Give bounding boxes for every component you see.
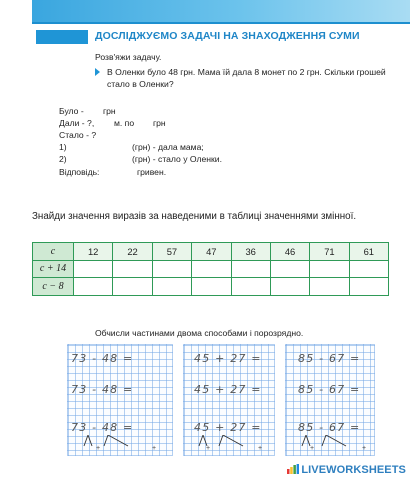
grid-column-2 xyxy=(183,344,275,456)
solution-given-unit: грн xyxy=(153,118,166,128)
table-row-c-minus-8 xyxy=(33,278,389,296)
expression-1b: 73 - 48 = xyxy=(71,383,134,396)
solution-became-label: Стало - ? xyxy=(59,130,97,140)
expression-3c: 85 - 67 = xyxy=(298,421,361,434)
plus-sign: + xyxy=(362,445,367,452)
answer-cell[interactable] xyxy=(74,260,113,278)
plus-sign: + xyxy=(96,445,101,452)
liveworksheets-logo xyxy=(287,464,406,476)
top-banner xyxy=(32,0,410,22)
c-value-cell: 47 xyxy=(192,243,231,261)
answer-cell[interactable] xyxy=(192,260,231,278)
task1-instruction: Розв'яжи задачу. xyxy=(95,52,162,62)
answer-cell[interactable] xyxy=(231,260,270,278)
answer-cell[interactable] xyxy=(192,278,231,296)
digit-split-lines xyxy=(82,435,142,453)
task2-text: Знайди значення виразів за наведеними в таблиці значеннями змінної. xyxy=(32,211,357,222)
grid-column-1 xyxy=(67,344,173,456)
solution-was-label: Було - xyxy=(59,106,84,116)
solution-step1-number: 1) xyxy=(59,142,67,152)
c-value-cell: 22 xyxy=(113,243,152,261)
answer-cell[interactable] xyxy=(113,278,152,296)
plus-sign: + xyxy=(310,445,315,452)
task3-text: Обчисли частинами двома способами і порозрядно. xyxy=(95,328,304,338)
table-row-c-plus-14 xyxy=(33,260,389,278)
row-header-c-plus-14: c + 14 xyxy=(33,260,74,278)
row-header-c: c xyxy=(33,243,74,261)
c-value-cell: 61 xyxy=(349,243,388,261)
title-tab-decoration xyxy=(36,30,88,44)
expression-2a: 45 + 27 = xyxy=(194,352,262,365)
c-value-cell: 36 xyxy=(231,243,270,261)
expression-3b: 85 - 67 = xyxy=(298,383,361,396)
solution-given-coins: м. по xyxy=(114,118,135,128)
solution-step2-text: (грн) - стало у Оленки. xyxy=(132,154,222,164)
triangle-bullet-icon xyxy=(95,68,100,76)
answer-cell[interactable] xyxy=(152,260,191,278)
page-title: ДОСЛІДЖУЄМО ЗАДАЧІ НА ЗНАХОДЖЕННЯ СУМИ xyxy=(95,30,360,42)
expression-2b: 45 + 27 = xyxy=(194,383,262,396)
solution-step2-number: 2) xyxy=(59,154,67,164)
c-value-cell: 12 xyxy=(74,243,113,261)
solution-answer-unit: гривен. xyxy=(137,167,167,177)
solution-step1-text: (грн) - дала мама; xyxy=(132,142,204,152)
table-row-c xyxy=(33,243,389,261)
digit-split-lines xyxy=(300,435,360,453)
answer-cell[interactable] xyxy=(74,278,113,296)
expression-1a: 73 - 48 = xyxy=(71,352,134,365)
c-value-cell: 57 xyxy=(152,243,191,261)
brand-text: LIVEWORKSHEETS xyxy=(301,464,406,476)
c-value-cell: 46 xyxy=(270,243,309,261)
answer-cell[interactable] xyxy=(310,278,349,296)
answer-cell[interactable] xyxy=(113,260,152,278)
plus-sign: + xyxy=(258,445,263,452)
expression-3a: 85 - 67 = xyxy=(298,352,361,365)
task1-statement xyxy=(95,66,400,90)
c-value-cell: 71 xyxy=(310,243,349,261)
expression-2c: 45 + 27 = xyxy=(194,421,262,434)
answer-cell[interactable] xyxy=(349,278,388,296)
solution-given-label: Дали - ?, xyxy=(59,118,95,128)
plus-sign: + xyxy=(206,445,211,452)
liveworksheets-logo-icon xyxy=(287,464,299,474)
answer-cell[interactable] xyxy=(270,278,309,296)
values-table xyxy=(32,242,389,296)
expression-1c: 73 - 48 = xyxy=(71,421,134,434)
answer-cell[interactable] xyxy=(152,278,191,296)
solution-answer-label: Відповідь: xyxy=(59,167,100,177)
solution-was-unit: грн xyxy=(103,106,116,116)
task1-text: В Оленки було 48 грн. Мама їй дала 8 монет по 2 грн. Скільки грошей стало в Оленки? xyxy=(107,67,386,89)
plus-sign: + xyxy=(152,445,157,452)
grid-column-3 xyxy=(285,344,375,456)
answer-cell[interactable] xyxy=(270,260,309,278)
row-header-c-minus-8: c − 8 xyxy=(33,278,74,296)
answer-cell[interactable] xyxy=(310,260,349,278)
answer-cell[interactable] xyxy=(349,260,388,278)
answer-cell[interactable] xyxy=(231,278,270,296)
